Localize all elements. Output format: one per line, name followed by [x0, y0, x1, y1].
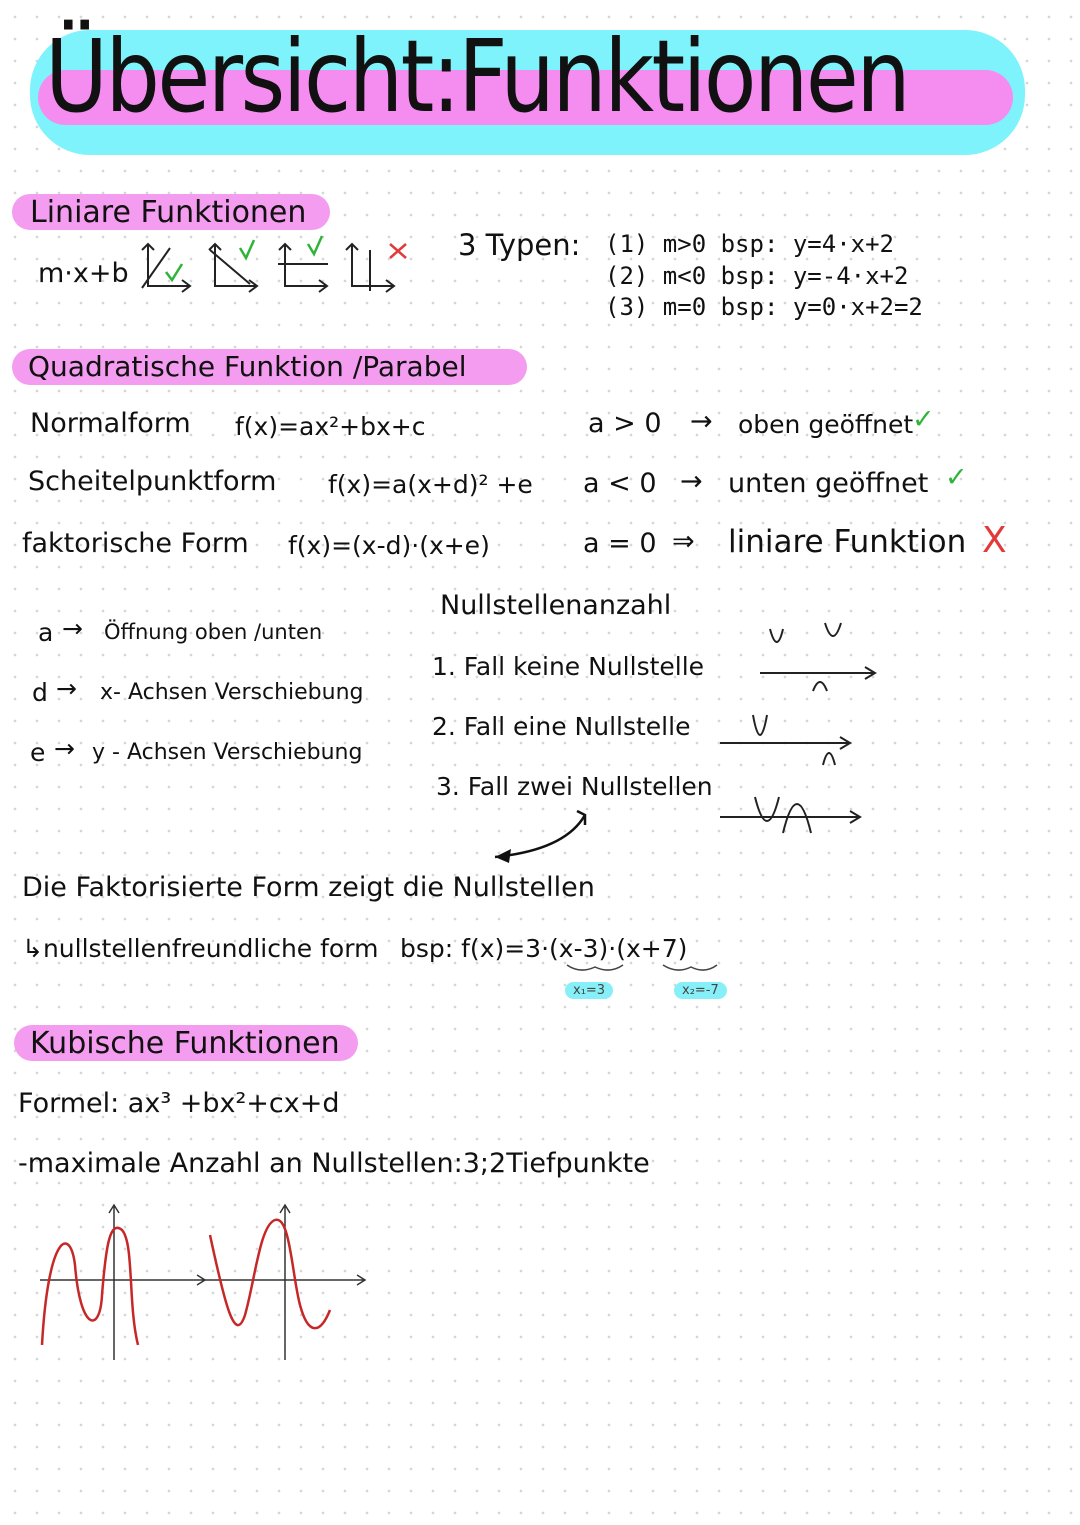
- cubic-formula: Formel: ax³ +bx²+cx+d: [18, 1088, 340, 1119]
- cubic-note: -maximale Anzahl an Nullstellen:3;2Tiefpunkte: [18, 1148, 650, 1179]
- form-name-factor: faktorische Form: [22, 528, 249, 559]
- param-d-text: x- Achsen Verschiebung: [100, 680, 364, 705]
- root-badge-1: x₁=3: [565, 982, 613, 999]
- pointer-arrow: [485, 805, 595, 865]
- linear-type-3: (3) m=0 bsp: y=0·x+2=2: [605, 293, 923, 321]
- a-case-2-check-icon: ✓: [945, 462, 968, 493]
- form-formula-normal: f(x)=ax²+bx+c: [235, 412, 426, 441]
- param-a-arrow-icon: →: [62, 614, 83, 643]
- a-case-1-text: oben geöffnet: [738, 410, 914, 439]
- zero-case-3: 3. Fall zwei Nullstellen: [436, 772, 713, 801]
- quadratic-heading: Quadratische Funktion /Parabel: [28, 350, 467, 383]
- param-a-text: Öffnung oben /unten: [104, 620, 323, 644]
- zero-case-1: 1. Fall keine Nullstelle: [432, 652, 705, 681]
- a-case-2-arrow-icon: →: [680, 466, 703, 497]
- form-name-vertex: Scheitelpunktform: [28, 466, 277, 497]
- linear-type-1: (1) m>0 bsp: y=4·x+2: [605, 230, 894, 258]
- linear-type-2: (2) m<0 bsp: y=-4·x+2: [605, 262, 909, 290]
- a-case-2-cond: a < 0: [583, 468, 657, 499]
- a-case-3-arrow-icon: ⇒: [672, 526, 695, 557]
- param-d-symbol: d: [32, 678, 48, 707]
- friendly-label: ↳nullstellenfreundliche form: [22, 934, 379, 963]
- factorized-note: Die Faktorisierte Form zeigt die Nullstellen: [22, 872, 595, 903]
- linear-heading: Liniare Funktionen: [30, 195, 307, 230]
- form-formula-factor: f(x)=(x-d)·(x+e): [288, 531, 490, 560]
- linear-graph-sketches: [140, 236, 440, 296]
- linear-formula: m·x+b: [38, 258, 129, 289]
- page-title: Übersicht:Funktionen: [45, 18, 909, 135]
- a-case-3-cross-icon: X: [982, 520, 1007, 561]
- root-badge-2: x₂=-7: [674, 982, 727, 999]
- param-e-text: y - Achsen Verschiebung: [92, 740, 363, 765]
- example-underbraces: [565, 962, 725, 976]
- linear-types-label: 3 Typen:: [458, 228, 581, 262]
- a-case-3-cond: a = 0: [583, 528, 657, 559]
- example-formula: bsp: f(x)=3·(x-3)·(x+7): [400, 934, 688, 963]
- param-e-symbol: e: [30, 738, 46, 767]
- param-e-arrow-icon: →: [54, 734, 75, 763]
- a-case-2-text: unten geöffnet: [728, 468, 929, 499]
- param-a-symbol: a: [38, 618, 54, 647]
- cubic-heading: Kubische Funktionen: [30, 1026, 340, 1061]
- a-case-1-check-icon: ✓: [912, 404, 935, 435]
- zero-case-sketches: [715, 615, 885, 830]
- a-case-1-arrow-icon: →: [690, 406, 713, 437]
- cubic-graph-sketches: [30, 1195, 390, 1370]
- a-case-3-text: liniare Funktion: [728, 524, 967, 560]
- form-formula-vertex: f(x)=a(x+d)² +e: [328, 470, 533, 499]
- zeros-title: Nullstellenanzahl: [440, 590, 672, 621]
- param-d-arrow-icon: →: [56, 674, 77, 703]
- zero-case-2: 2. Fall eine Nullstelle: [432, 712, 691, 741]
- a-case-1-cond: a > 0: [588, 408, 662, 439]
- form-name-normal: Normalform: [30, 408, 191, 439]
